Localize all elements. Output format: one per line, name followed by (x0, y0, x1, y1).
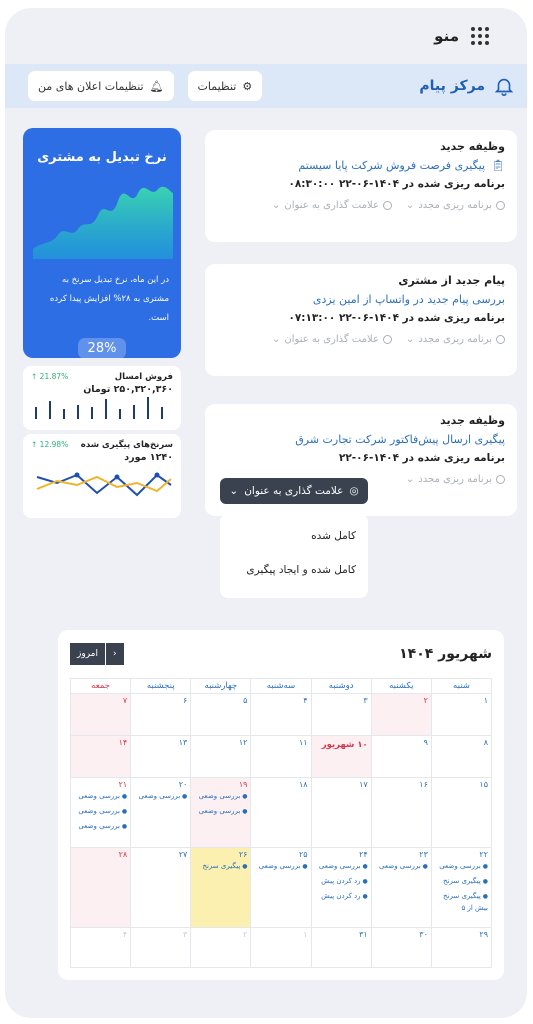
reschedule-button[interactable]: برنامه ریزی مجدد ⌄ (406, 474, 505, 485)
calendar-event: ● بررسی وضعی (74, 819, 127, 834)
notification-card: وظیفه جدید 📋︎ پیگیری فرصت فروش شرکت پایا سیستم برنامه ریزی شده در ۱۴۰۴-۰۶-۲۲ ۰۸:۳۰:۰۰ برنامه ریزی مجدد ⌄ علامت گذاری به عنوان ⌄ (205, 130, 517, 242)
check-circle-icon: ◎ (349, 485, 359, 497)
calendar-day[interactable]: ۲۱ ● بررسی وضعی ● بررسی وضعی ● بررسی وضعی (71, 778, 131, 848)
calendar-day[interactable]: ۷ (71, 694, 131, 736)
calendar-day[interactable]: ۱۳ (131, 736, 191, 778)
mark-as-button[interactable]: علامت گذاری به عنوان ⌄ (272, 334, 392, 345)
notification-settings-button[interactable]: 🔔︎ تنظیمات اعلان های من (27, 70, 175, 102)
menu-item-completed-followup[interactable]: کامل شده و ایجاد پیگیری (246, 564, 356, 576)
calendar-day[interactable]: ۱۵ (431, 778, 491, 848)
calendar-day[interactable]: ۲۲ ● بررسی وضعی ● پیگیری سرنخ ● پیگیری سرنخ بیش از ۵ (431, 848, 491, 928)
calendar-day[interactable]: ۱۶ (371, 778, 431, 848)
calendar-day[interactable]: ۲۷ (131, 848, 191, 928)
sales-card: فروش امسال ↑ 21.87% ۲۵۰,۳۲۰,۳۶۰ تومان (23, 366, 181, 430)
mark-as-button[interactable]: علامت گذاری به عنوان ⌄ (272, 200, 392, 211)
calendar-event: ● بررسی وضعی (74, 789, 127, 804)
calendar-day[interactable]: ۲ (371, 694, 431, 736)
conversion-percent-badge: 28% (78, 338, 127, 358)
notification-card: وظیفه جدید پیگیری ارسال پیش‌فاکتور شرکت تجارت شرق برنامه ریزی شده در ۱۴۰۴-۰۶-۲۲ برنامه ریزی مجدد ⌄ (205, 404, 517, 516)
calendar-day[interactable]: ۶ (131, 694, 191, 736)
calendar-event: ● بررسی وضعی (315, 859, 368, 874)
chevron-right-icon[interactable]: › (106, 643, 124, 665)
calendar-event: ● رد کردن پیش (315, 889, 368, 904)
calendar-day[interactable]: ۲۹ (431, 928, 491, 968)
settings-button[interactable]: ⚙ تنظیمات (187, 70, 264, 102)
calendar-event: ● رد کردن پیش (315, 874, 368, 889)
calendar-day[interactable]: ۱۹ ● بررسی وضعی ● بررسی وضعی (191, 778, 251, 848)
bell-settings-icon: 🔔︎ (149, 79, 164, 93)
reschedule-button[interactable]: برنامه ریزی مجدد ⌄ (406, 200, 505, 211)
check-circle-icon (383, 335, 392, 344)
leads-line-chart (31, 463, 173, 503)
mark-as-menu (220, 514, 368, 598)
clock-icon (496, 335, 505, 344)
calendar-day[interactable]: ۱۸ (251, 778, 311, 848)
calendar-day[interactable]: ۲۰ ● بررسی وضعی (131, 778, 191, 848)
clipboard-icon: 📋︎ (491, 159, 505, 172)
calendar-day[interactable]: ۳۱ (311, 928, 371, 968)
menu-item-completed[interactable]: کامل شده (311, 530, 356, 542)
calendar-event: ● بررسی وضعی (194, 804, 247, 819)
task-link[interactable]: پیگیری ارسال پیش‌فاکتور شرکت تجارت شرق (295, 433, 505, 446)
clock-icon (496, 475, 505, 484)
calendar-day[interactable]: ۲۸ (71, 848, 131, 928)
calendar-grid: شنبه یکشنبه دوشنبه سه‌شنبه چهارشنبه پنجشنبه جمعه ۱ ۲ ۳ ۴ ۵ ۶ ۷ ۸ ۹ ۱۰ شهریور ۱۱ ۱۲ ۱۳ ۱۴ ۱۵ ۱۶ ۱۷ ۱۸ ۱۹ ● بررسی وضعی ● بررسی وضعی ۲۰ ● بررسی وضعی ۲۱ ● بررسی وضعی ● بررسی وضعی ● بررسی وضعی ۲۲ ● بررسی وضعی ● پیگیری سرنخ ● پیگیری سرنخ بیش از ۵ ۲۳ ● بررسی وضعی ۲۴ ● بررسی وضعی ● رد کردن پیش ● رد کردن پیش ۲۵ ● بررسی وضعی ۲۶ ● پیگیری سرنخ ۲۷ ۲۸ ۲۹ ۳۰ ۳۱ ۱ ۲ ۳ ۴ (70, 678, 492, 968)
calendar-day[interactable]: ۹ (371, 736, 431, 778)
calendar-event: ● بررسی وضعی (435, 859, 488, 874)
calendar-day[interactable]: ۴ (71, 928, 131, 968)
calendar-day[interactable]: ۳۰ (371, 928, 431, 968)
calendar-day[interactable]: ۴ (251, 694, 311, 736)
chevron-down-icon: ⌄ (229, 485, 239, 497)
conversion-rate-card: نرخ تبدیل به مشتری در این ماه، نرخ تبدیل سرنخ به مشتری به ۲۸% افزایش پیدا کرده است. 28% (23, 128, 181, 358)
calendar-day[interactable]: ۱ (251, 928, 311, 968)
bell-icon (493, 75, 515, 97)
check-circle-icon (383, 201, 392, 210)
calendar-day[interactable]: ۱۱ (251, 736, 311, 778)
calendar-day[interactable]: ۲۴ ● بررسی وضعی ● رد کردن پیش ● رد کردن پیش (311, 848, 371, 928)
notification-card: پیام جدید از مشتری بررسی پیام جدید در واتساپ از امین یزدی برنامه ریزی شده در ۱۴۰۴-۰۶-۲۲ ۰۷:۱۳:۰۰ برنامه ریزی مجدد ⌄ علامت گذاری به عنوان ⌄ (205, 264, 517, 376)
clock-icon (496, 201, 505, 210)
reschedule-button[interactable]: برنامه ریزی مجدد ⌄ (406, 334, 505, 345)
calendar-event: ● پیگیری سرنخ (194, 859, 247, 874)
app-frame (5, 8, 527, 1018)
task-link[interactable]: 📋︎ پیگیری فرصت فروش شرکت پایا سیستم (298, 159, 505, 172)
calendar-month-title: شهریور ۱۴۰۴ (399, 646, 492, 662)
calendar-day[interactable]: ۸ (431, 736, 491, 778)
calendar-day[interactable]: ۱۴ (71, 736, 131, 778)
apps-grid-icon[interactable] (471, 27, 489, 45)
message-center-header (5, 64, 527, 108)
calendar-day[interactable]: ۱ (431, 694, 491, 736)
sales-bar-chart (31, 395, 173, 419)
today-button[interactable]: امروز (70, 643, 105, 665)
calendar-event: ● پیگیری سرنخ (435, 889, 488, 904)
brand-label: منو (434, 27, 459, 45)
calendar-day[interactable]: ۳ (131, 928, 191, 968)
top-bar (5, 8, 527, 64)
calendar-event: ● پیگیری سرنخ (435, 874, 488, 889)
calendar-day[interactable]: ۱۰ شهریور (311, 736, 371, 778)
leads-card: سرنخ‌های پیگیری شده ↑ 12.98% ۱۲۴۰ مورد (23, 434, 181, 518)
calendar-day-today[interactable]: ۲۶ ● پیگیری سرنخ (191, 848, 251, 928)
task-link[interactable]: بررسی پیام جدید در واتساپ از امین یزدی (312, 293, 505, 306)
calendar (58, 630, 504, 980)
calendar-event: ● بررسی وضعی (74, 804, 127, 819)
gear-icon: ⚙ (242, 79, 253, 93)
calendar-day[interactable]: ۵ (191, 694, 251, 736)
calendar-day[interactable]: ۲۵ ● بررسی وضعی (251, 848, 311, 928)
calendar-event: ● بررسی وضعی (254, 859, 307, 874)
calendar-event: ● بررسی وضعی (134, 789, 187, 804)
page-title: مرکز پیام (419, 78, 485, 94)
conversion-area-chart (23, 179, 181, 265)
calendar-day[interactable]: ۳ (311, 694, 371, 736)
mark-as-dropdown[interactable]: ◎ علامت گذاری به عنوان ⌄ (220, 478, 368, 504)
calendar-day[interactable]: ۲۳ ● بررسی وضعی (371, 848, 431, 928)
calendar-event: ● بررسی وضعی (194, 789, 247, 804)
calendar-event: ● بررسی وضعی (375, 859, 428, 874)
calendar-day[interactable]: ۲ (191, 928, 251, 968)
calendar-day[interactable]: ۱۷ (311, 778, 371, 848)
calendar-day[interactable]: ۱۲ (191, 736, 251, 778)
